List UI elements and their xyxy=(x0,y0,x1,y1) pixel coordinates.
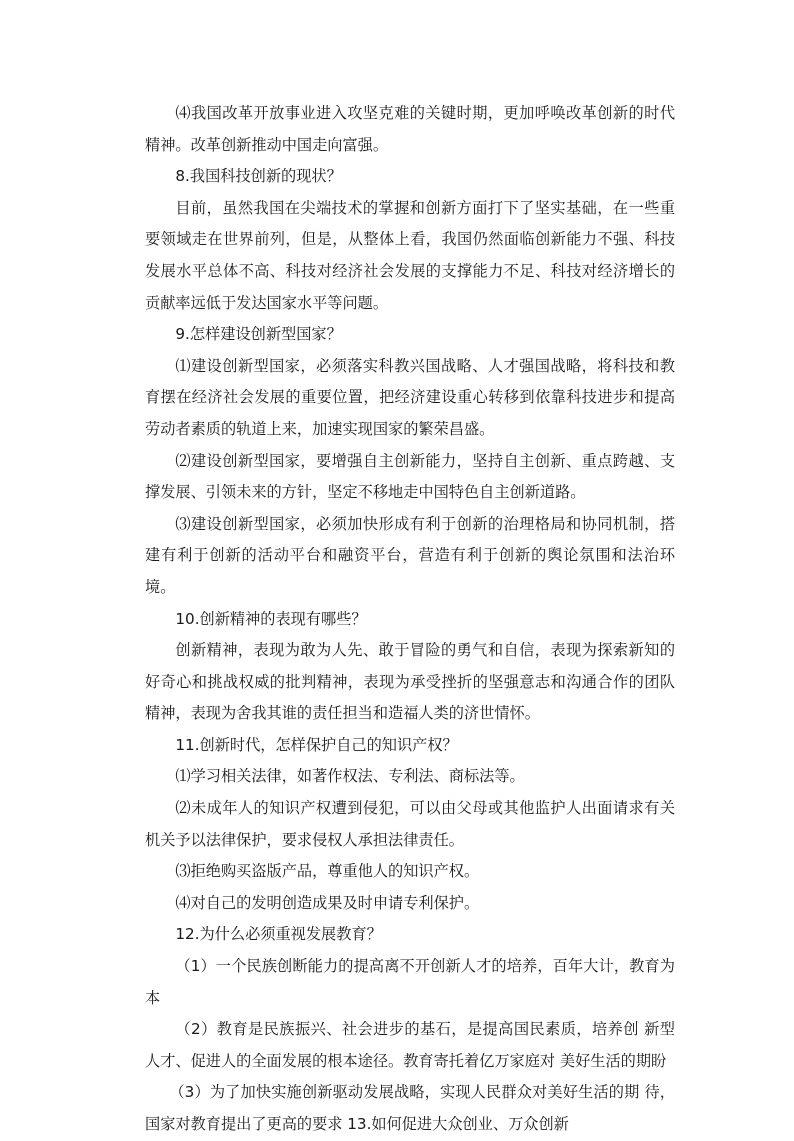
paragraph: ⑵建设创新型国家，要增强自主创新能力，坚持自主创新、重点跨越、支撑发展、引领未来的方针，坚定不移地走中国特色自主创新道路。 xyxy=(145,451,675,502)
paragraph: ⑴学习相关法律，如著作权法、专利法、商标法等。 xyxy=(175,767,525,786)
paragraph: ⑶建设创新型国家，必须加快形成有利于创新的治理格局和协同机制，搭建有利于创新的活动平台和融资平台，营造有利于创新的舆论氛围和法治环境。 xyxy=(145,514,675,596)
paragraph: ⑷我国改革开放事业进入攻坚克难的关键时期，更加呼唤改革创新的时代精神。改革创新推动中国走向富强。 xyxy=(145,104,675,154)
question-heading: 12.为什么必须重视发展教育？ xyxy=(175,925,382,944)
paragraph: （2）教育是民族振兴、社会进步的基石，是提高国民素质，培养创 新型人才、促进人的全面发展的根本途径。教育寄托着亿万家庭对 美好生活的期盼 xyxy=(145,1020,675,1070)
paragraph: （3）为了加快实施创新驱动发展战略，实现人民群众对美好生活的期 待，国家对教育提出了更高的要求 13.如何促进大众创业、万众创新 xyxy=(145,1083,675,1133)
question-heading: 10.创新精神的表现有哪些？ xyxy=(175,609,367,628)
paragraph: ⑵未成年人的知识产权遭到侵犯，可以由父母或其他监护人出面请求有关机关予以法律保护，要求侵权人承担法律责任。 xyxy=(145,799,675,849)
question-heading: 11.创新时代，怎样保护自己的知识产权？ xyxy=(175,735,458,754)
paragraph: ⑶拒绝购买盗版产品，尊重他人的知识产权。 xyxy=(175,862,480,881)
paragraph: 目前，虽然我国在尖端技术的掌握和创新方面打下了坚实基础，在一些重要领域走在世界前列，但是，从整体上看，我国仍然面临创新能力不强、科技发展水平总体不高、科技对经济社会发展的支撑能力不足、科技对经济增长的贡献率远低于发达国家水平等问题。 xyxy=(145,198,675,312)
question-heading: 8.我国科技创新的现状？ xyxy=(175,167,342,186)
paragraph: ⑴建设创新型国家，必须落实科教兴国战略、人才强国战略，将科技和教育摆在经济社会发展的重要位置，把经济建设重心转移到依靠科技进步和提高劳动者素质的轨道上来，加速实现国家的繁荣昌盛。 xyxy=(145,356,675,438)
document-page xyxy=(145,98,675,1141)
paragraph: （1）一个民族创断能力的提高离不开创新人才的培养，百年大计，教育为本 xyxy=(145,957,675,1007)
question-heading: 9.怎样建设创新型国家？ xyxy=(175,325,342,344)
paragraph: 创新精神，表现为敢为人先、敢于冒险的勇气和自信，表现为探索新知的好奇心和挑战权威的批判精神，表现为承受挫折的坚强意志和沟通合作的团队精神，表现为舍我其谁的责任担当和造福人类的济世情怀。 xyxy=(145,641,675,723)
paragraph: ⑷对自己的发明创造成果及时申请专利保护。 xyxy=(175,893,480,912)
